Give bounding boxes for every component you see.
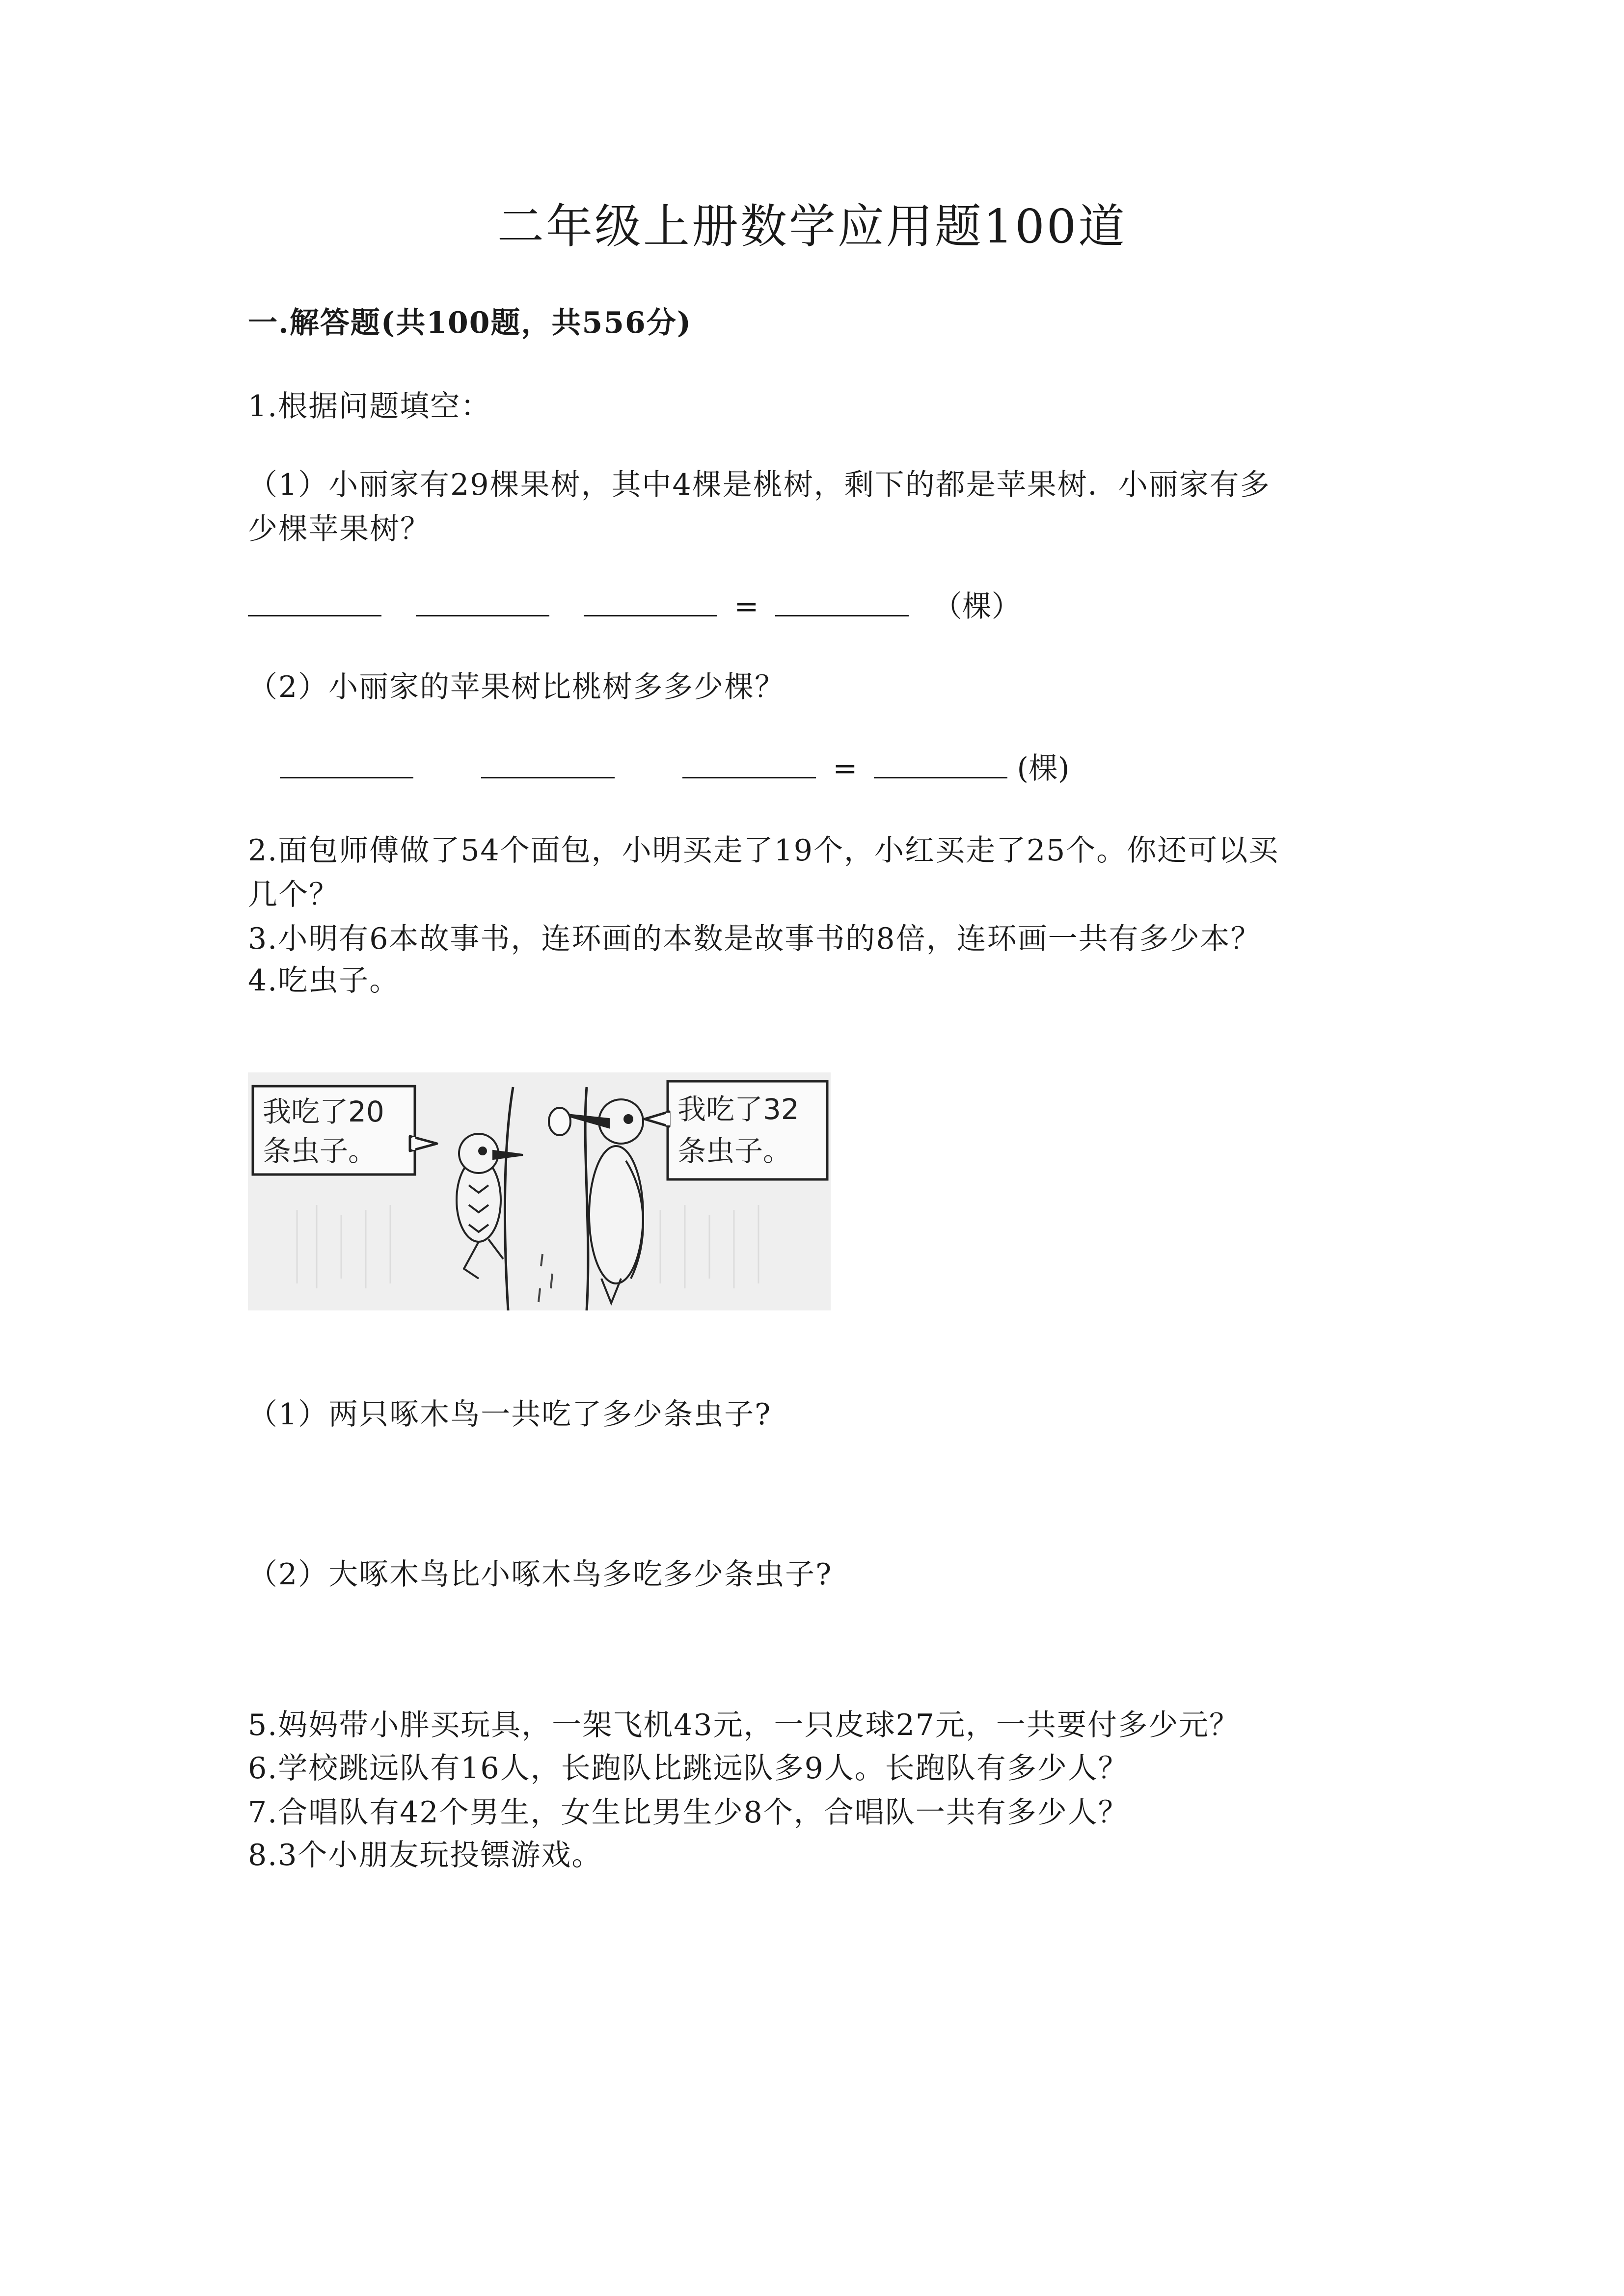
question-4-part-1: （1）两只啄木鸟一共吃了多少条虫子? (248, 1397, 772, 1432)
question-4-stem: 4.吃虫子。 (248, 963, 400, 998)
answer-blank[interactable] (416, 591, 549, 616)
question-8: 8.3个小朋友玩投镖游戏。 (248, 1838, 602, 1872)
question-5: 5.妈妈带小胖买玩具，一架飞机43元，一只皮球27元，一共要付多少元？ (248, 1708, 1240, 1742)
question-1-part-1-line-2: 少棵苹果树？ (248, 512, 431, 546)
equals-sign: = (833, 751, 858, 786)
bubble-left-line-2: 条虫子。 (263, 1134, 377, 1168)
question-6: 6.学校跳远队有16人，长跑队比跳远队多9人。长跑队有多少人？ (248, 1751, 1129, 1786)
question-1-part-1-line-1: （1）小丽家有29棵果树，其中4棵是桃树，剩下的都是苹果树．小丽家有多 (248, 468, 1271, 502)
woodpecker-illustration (248, 1072, 831, 1310)
question-2-line-2: 几个？ (248, 878, 339, 912)
answer-blank[interactable] (248, 591, 381, 616)
answer-blank[interactable] (584, 591, 717, 616)
question-1-part-1-answer-line (248, 589, 1021, 624)
answer-blank[interactable] (874, 753, 1007, 778)
question-1-part-2-answer-line (280, 751, 1070, 786)
answer-blank[interactable] (280, 753, 413, 778)
question-4-part-2: （2）大啄木鸟比小啄木鸟多吃多少条虫子? (248, 1557, 833, 1592)
unit-label: （棵） (932, 589, 1021, 624)
answer-blank[interactable] (775, 591, 909, 616)
question-1-stem: 1.根据问题填空： (248, 389, 491, 424)
bubble-right-line-2: 条虫子。 (677, 1134, 792, 1168)
unit-label: (棵) (1017, 751, 1070, 786)
woodpecker-drawing (248, 1072, 831, 1310)
page-title: 二年级上册数学应用题100道 (497, 200, 1127, 254)
question-1-part-2: （2）小丽家的苹果树比桃树多多少棵？ (248, 670, 785, 704)
bubble-left-line-1: 我吃了20 (263, 1095, 384, 1128)
equals-sign: = (734, 589, 759, 624)
answer-blank[interactable] (682, 753, 816, 778)
question-7: 7.合唱队有42个男生，女生比男生少8个，合唱队一共有多少人？ (248, 1795, 1129, 1830)
small-woodpecker-icon (457, 1134, 523, 1279)
large-woodpecker-icon (549, 1099, 643, 1303)
bubble-right-line-1: 我吃了32 (677, 1093, 799, 1126)
question-2-line-1: 2.面包师傅做了54个面包，小明买走了19个，小红买走了25个。你还可以买 (248, 833, 1279, 868)
section-heading: 一.解答题(共100题，共556分) (248, 306, 692, 340)
answer-blank[interactable] (481, 753, 615, 778)
question-3: 3.小明有6本故事书，连环画的本数是故事书的8倍，连环画一共有多少本？ (248, 922, 1261, 956)
